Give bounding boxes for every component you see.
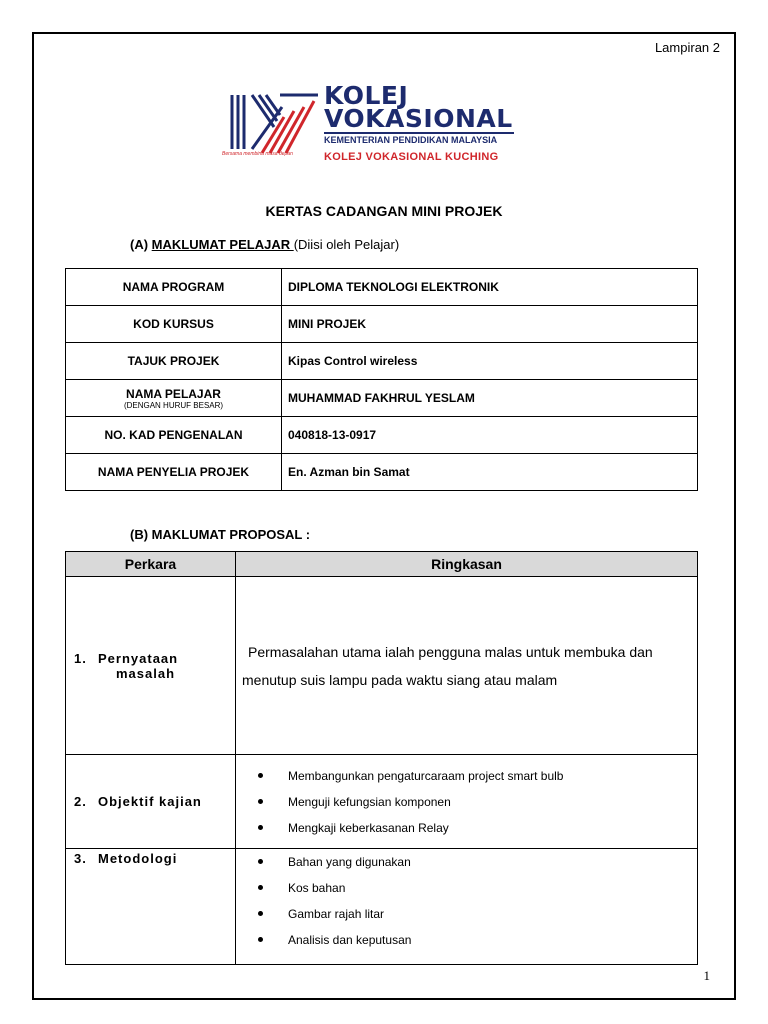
bullet-icon <box>258 885 263 890</box>
table-row <box>66 306 698 343</box>
info-value: DIPLOMA TEKNOLOGI ELEKTRONIK <box>282 269 698 306</box>
objective-list <box>236 763 697 841</box>
info-label: NAMA PELAJAR <box>126 386 221 401</box>
logo-vokasional: VOKASIONAL <box>324 104 513 133</box>
table-row <box>66 269 698 306</box>
ringkasan-cell <box>236 577 698 755</box>
table-row <box>66 755 698 849</box>
logo-kv-kuching: KOLEJ VOKASIONAL KUCHING <box>324 151 499 163</box>
bullet-icon <box>258 911 263 916</box>
table-row <box>66 577 698 755</box>
item-number: 2. <box>74 794 87 809</box>
info-value: MUHAMMAD FAKHRUL YESLAM <box>282 380 698 417</box>
list-item <box>258 849 697 875</box>
info-value: 040818-13-0917 <box>282 417 698 454</box>
info-label: NAMA PROGRAM <box>66 269 282 306</box>
section-b-heading: (B) MAKLUMAT PROPOSAL : <box>130 527 311 542</box>
info-value: En. Azman bin Samat <box>282 454 698 491</box>
item-title-continued: masalah <box>116 665 176 681</box>
item-title: Pernyataan <box>98 650 179 666</box>
ringkasan-cell <box>236 849 698 965</box>
info-label-cell <box>66 380 282 417</box>
logo-kolej: KOLEJ <box>324 81 409 110</box>
bullet-icon <box>258 859 263 864</box>
perkara-cell <box>66 577 236 755</box>
section-a-note: (Diisi oleh Pelajar) <box>293 237 400 252</box>
perkara-cell <box>66 755 236 849</box>
perkara-cell <box>66 849 236 965</box>
info-label: NAMA PENYELIA PROJEK <box>66 454 282 491</box>
table-row <box>66 343 698 380</box>
list-item-text: Analisis dan keputusan <box>288 933 412 947</box>
bullet-icon <box>258 773 263 778</box>
kv-logo-mark-icon <box>222 87 322 161</box>
section-a-prefix: (A) <box>130 237 152 252</box>
bullet-icon <box>258 937 263 942</box>
list-item-text: Bahan yang digunakan <box>288 855 411 869</box>
info-value: MINI PROJEK <box>282 306 698 343</box>
section-a-title: MAKLUMAT PELAJAR <box>151 237 294 252</box>
info-label: TAJUK PROJEK <box>66 343 282 380</box>
student-info-table <box>65 268 698 491</box>
bullet-icon <box>258 799 263 804</box>
table-row <box>66 380 698 417</box>
lampiran-label: Lampiran 2 <box>654 40 720 55</box>
list-item <box>258 875 697 901</box>
info-sublabel: (DENGAN HURUF BESAR) <box>123 400 224 410</box>
logo-kementerian: KEMENTERIAN PENDIDIKAN MALAYSIA <box>324 132 514 145</box>
summary-line: Permasalahan utama ialah pengguna malas untuk membuka dan <box>248 643 653 660</box>
list-item-text: Menguji kefungsian komponen <box>288 794 451 809</box>
table-row <box>66 417 698 454</box>
item-title: Metodologi <box>98 851 178 866</box>
column-header-ringkasan: Ringkasan <box>236 552 698 577</box>
methodology-list <box>236 849 697 953</box>
list-item <box>258 901 697 927</box>
list-item-text: Kos bahan <box>288 881 346 895</box>
table-row <box>66 849 698 965</box>
kolej-vokasional-logo <box>222 76 544 172</box>
item-number: 3. <box>74 851 87 866</box>
item-number: 1. <box>74 650 87 666</box>
list-item-text: Gambar rajah litar <box>288 907 385 921</box>
list-item <box>258 763 697 789</box>
document-title: KERTAS CADANGAN MINI PROJEK <box>265 203 503 219</box>
table-row <box>66 454 698 491</box>
info-value: Kipas Control wireless <box>282 343 698 380</box>
info-label: KOD KURSUS <box>66 306 282 343</box>
list-item-text: Mengkaji keberkasanan Relay <box>288 820 449 835</box>
ringkasan-cell <box>236 755 698 849</box>
column-header-perkara: Perkara <box>66 552 236 577</box>
table-header-row <box>66 552 698 577</box>
list-item <box>258 789 697 815</box>
bullet-icon <box>258 825 263 830</box>
item-title: Objektif kajian <box>98 794 202 809</box>
proposal-table <box>65 551 698 965</box>
list-item-text: Membangunkan pengaturcaraam project smart bulb <box>288 768 564 783</box>
info-label: NO. KAD PENGENALAN <box>66 417 282 454</box>
logo-text-block <box>324 81 514 163</box>
list-item <box>258 815 697 841</box>
logo-tagline: Bersama membina masa depan <box>222 151 293 157</box>
page-number: 1 <box>703 968 710 983</box>
list-item <box>258 927 697 953</box>
section-a-heading <box>130 237 399 252</box>
summary-line: menutup suis lampu pada waktu siang atau malam <box>242 671 558 688</box>
